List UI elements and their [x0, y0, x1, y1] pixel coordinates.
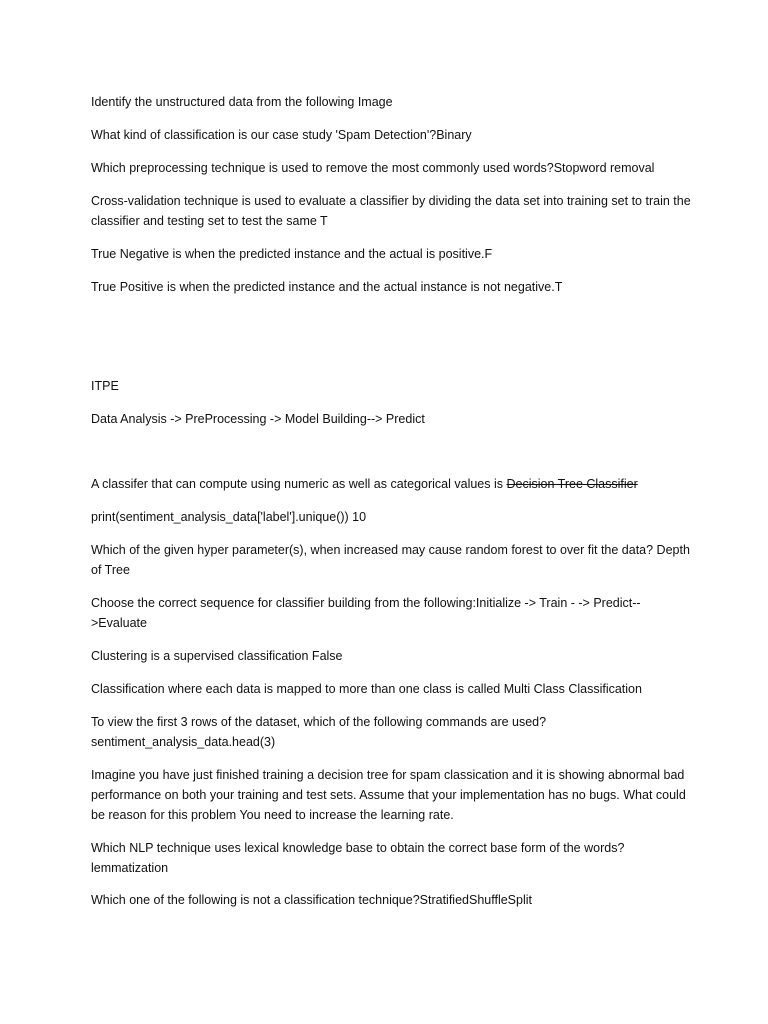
question-clustering: Clustering is a supervised classification False: [91, 649, 343, 663]
question-classifier-types: [91, 474, 691, 494]
question-unique-labels: print(sentiment_analysis_data['label'].unique()) 10: [91, 510, 367, 524]
question-true-positive: True Positive is when the predicted instance and the actual instance is not negative.T: [91, 280, 563, 294]
question-classifier-text: A classifer that can compute using numeric as well as categorical values is: [91, 477, 507, 491]
question-classifier-sequence: Choose the correct sequence for classifier building from the following:Initialize -> Train - -> Predict-- >Evaluate: [91, 596, 641, 630]
question-spam-classification: What kind of classification is our case study 'Spam Detection'?Binary: [91, 128, 472, 142]
question-classification-technique: Which one of the following is not a classification technique?StratifiedShuffleSplit: [91, 893, 532, 907]
question-head-rows: To view the first 3 rows of the dataset, which of the following commands are used? sentiment_analysis_data.head(3): [91, 715, 547, 749]
struck-answer: Decision Tree Classifier: [506, 477, 638, 491]
pipeline-sequence: Data Analysis -> PreProcessing -> Model Building--> Predict: [91, 412, 425, 426]
question-lemmatization: Which NLP technique uses lexical knowledge base to obtain the correct base form of the words? lemmatization: [91, 841, 625, 875]
question-unstructured-data: Identify the unstructured data from the following Image: [91, 95, 393, 109]
question-random-forest: Which of the given hyper parameter(s), when increased may cause random forest to over fit the data? Depth of Tree: [91, 543, 690, 577]
question-cross-validation: Cross-validation technique is used to evaluate a classifier by dividing the data set into training set to train the classifier and testing set to test the same T: [91, 194, 691, 228]
question-stopword-removal: Which preprocessing technique is used to remove the most commonly used words?Stopword removal: [91, 161, 655, 175]
question-multi-class: Classification where each data is mapped to more than one class is called Multi Class Classification: [91, 682, 642, 696]
question-decision-tree: Imagine you have just finished training a decision tree for spam classication and it is showing abnormal bad performance on both your training and test sets. Assume that your implementation has no bugs. What could be reason for this problem You need to increase the learning rate.: [91, 768, 686, 822]
question-true-negative: True Negative is when the predicted instance and the actual is positive.F: [91, 247, 493, 261]
section-heading-itpe: ITPE: [91, 379, 119, 393]
